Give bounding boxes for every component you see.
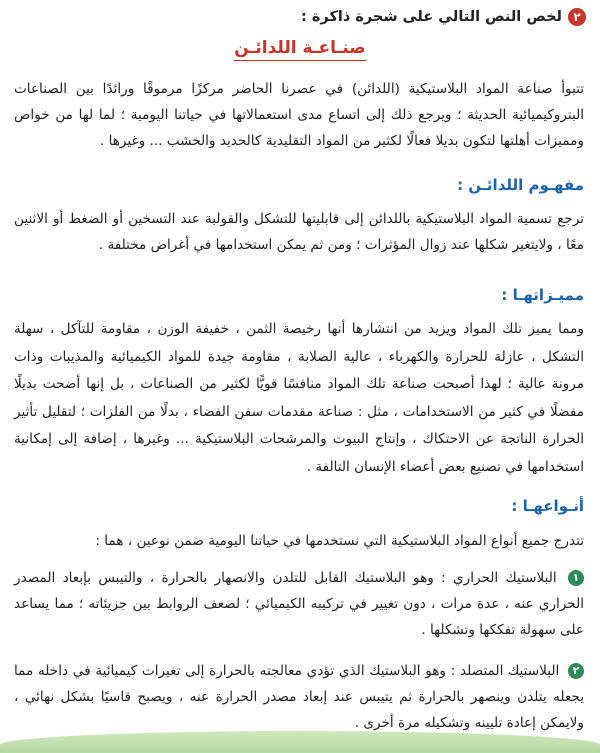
list-number-badge: ٢	[568, 663, 584, 679]
list-item-text: البلاستيك المتصلد : وهو البلاستيك الذي تؤدي معالجته بالحرارة إلى تغيرات كيميائية في داخله مما يجعله يتلدن وينصهر بالحرارة ثم يتيبس عند إبعاد مصدر الحرارة عنه ، ويصبح قاسيًا بشكل نهائي ، ولايمكن إعادة تليينه وتشكيله مرة أخرى .	[14, 663, 584, 731]
instruction-text: لخص النص التالي على شجرة ذاكرة :	[301, 9, 562, 25]
concept-paragraph: ترجع تسمية المواد البلاستيكية باللدائن إلى قابليتها للتشكل والقولبة عند التسخين أو الضغط أو الاثنين معًا ، ولايتغير شكلها عند زوال المؤثرات ؛ ومن ثم يمكن استخدامها في أغراض مختلفة .	[14, 211, 584, 253]
list-item-text: البلاستيك الحراري : وهو البلاستيك القابل للتلدن والانصهار بالحرارة ، والتيبس بإبعاد المصدر الحراري عنه ، عدة مرات ، دون تغيير في تركيبه الكيميائي ؛ لضعف الروابط بين جزيئاته ؛ مما يساعد على سهولة تفككها وتشكلها .	[14, 570, 584, 638]
page-title-text: صنـاعـة اللدائـن	[234, 38, 366, 61]
types-intro: تتدرج جميع أنواع المواد البلاستيكية التي نستخدمها في حياتنا اليومية ضمن نوعين ، هما :	[95, 533, 584, 549]
exercise-instruction	[14, 4, 586, 30]
list-number-badge: ١	[568, 570, 584, 586]
list-item	[14, 658, 584, 738]
page-title	[0, 38, 600, 58]
decorative-footer-hill	[0, 731, 600, 753]
exercise-number-badge: ٢	[568, 8, 586, 26]
intro-paragraph: تتبوأ صناعة المواد البلاستيكية (اللدائن) في عصرنا الحاضر مركزًا مرموقًا ورائدًا بين الصناعات البتروكيميائية الحديثة ؛ ويرجع ذلك إلى اتساع مدى استعمالاتها في حياتنا اليومية ؛ لما لها من خواص ومميزات أهلتها لتكون بديلا فعالًا لكثير من المواد التقليدية كالحديد والخشب ... وغيرها .	[14, 81, 584, 149]
list-item	[14, 565, 584, 645]
features-heading: مميـزاتهـا :	[501, 286, 584, 304]
concept-heading: مفهـوم اللدائـن :	[457, 176, 584, 194]
features-paragraph: ومما يميز تلك المواد ويزيد من انتشارها أنها رخيصة الثمن ، خفيفة الوزن ، مقاومة للتآكل ، سهلة التشكل ، عازلة للحرارة والكهرباء ، عالية الصلابة ، مقاومة جيدة للمواد الكيميائية والمذيبات وذات مرونة عالية ؛ لهذا أصبحت صناعة تلك المواد منافسًا قويًّا لكثير من الصناعات ، بل إنها أضحت بديلًا مفضلًا في كثير من الاستخدامات ، مثل : صناعة مقدمات سفن الفضاء ، بدلًا من الفلزات ؛ لتقليل تأثير الحرارة الناتجة عن الاحتكاك ، وإنتاج البيوت والمرشحات البلاستيكية ... وغيرها ، إضافة إلى إمكانية استخدامها في تصنيع بعض أعضاء الإنسان التالفة .	[14, 321, 584, 475]
types-heading: أنـواعهـا :	[511, 497, 584, 515]
